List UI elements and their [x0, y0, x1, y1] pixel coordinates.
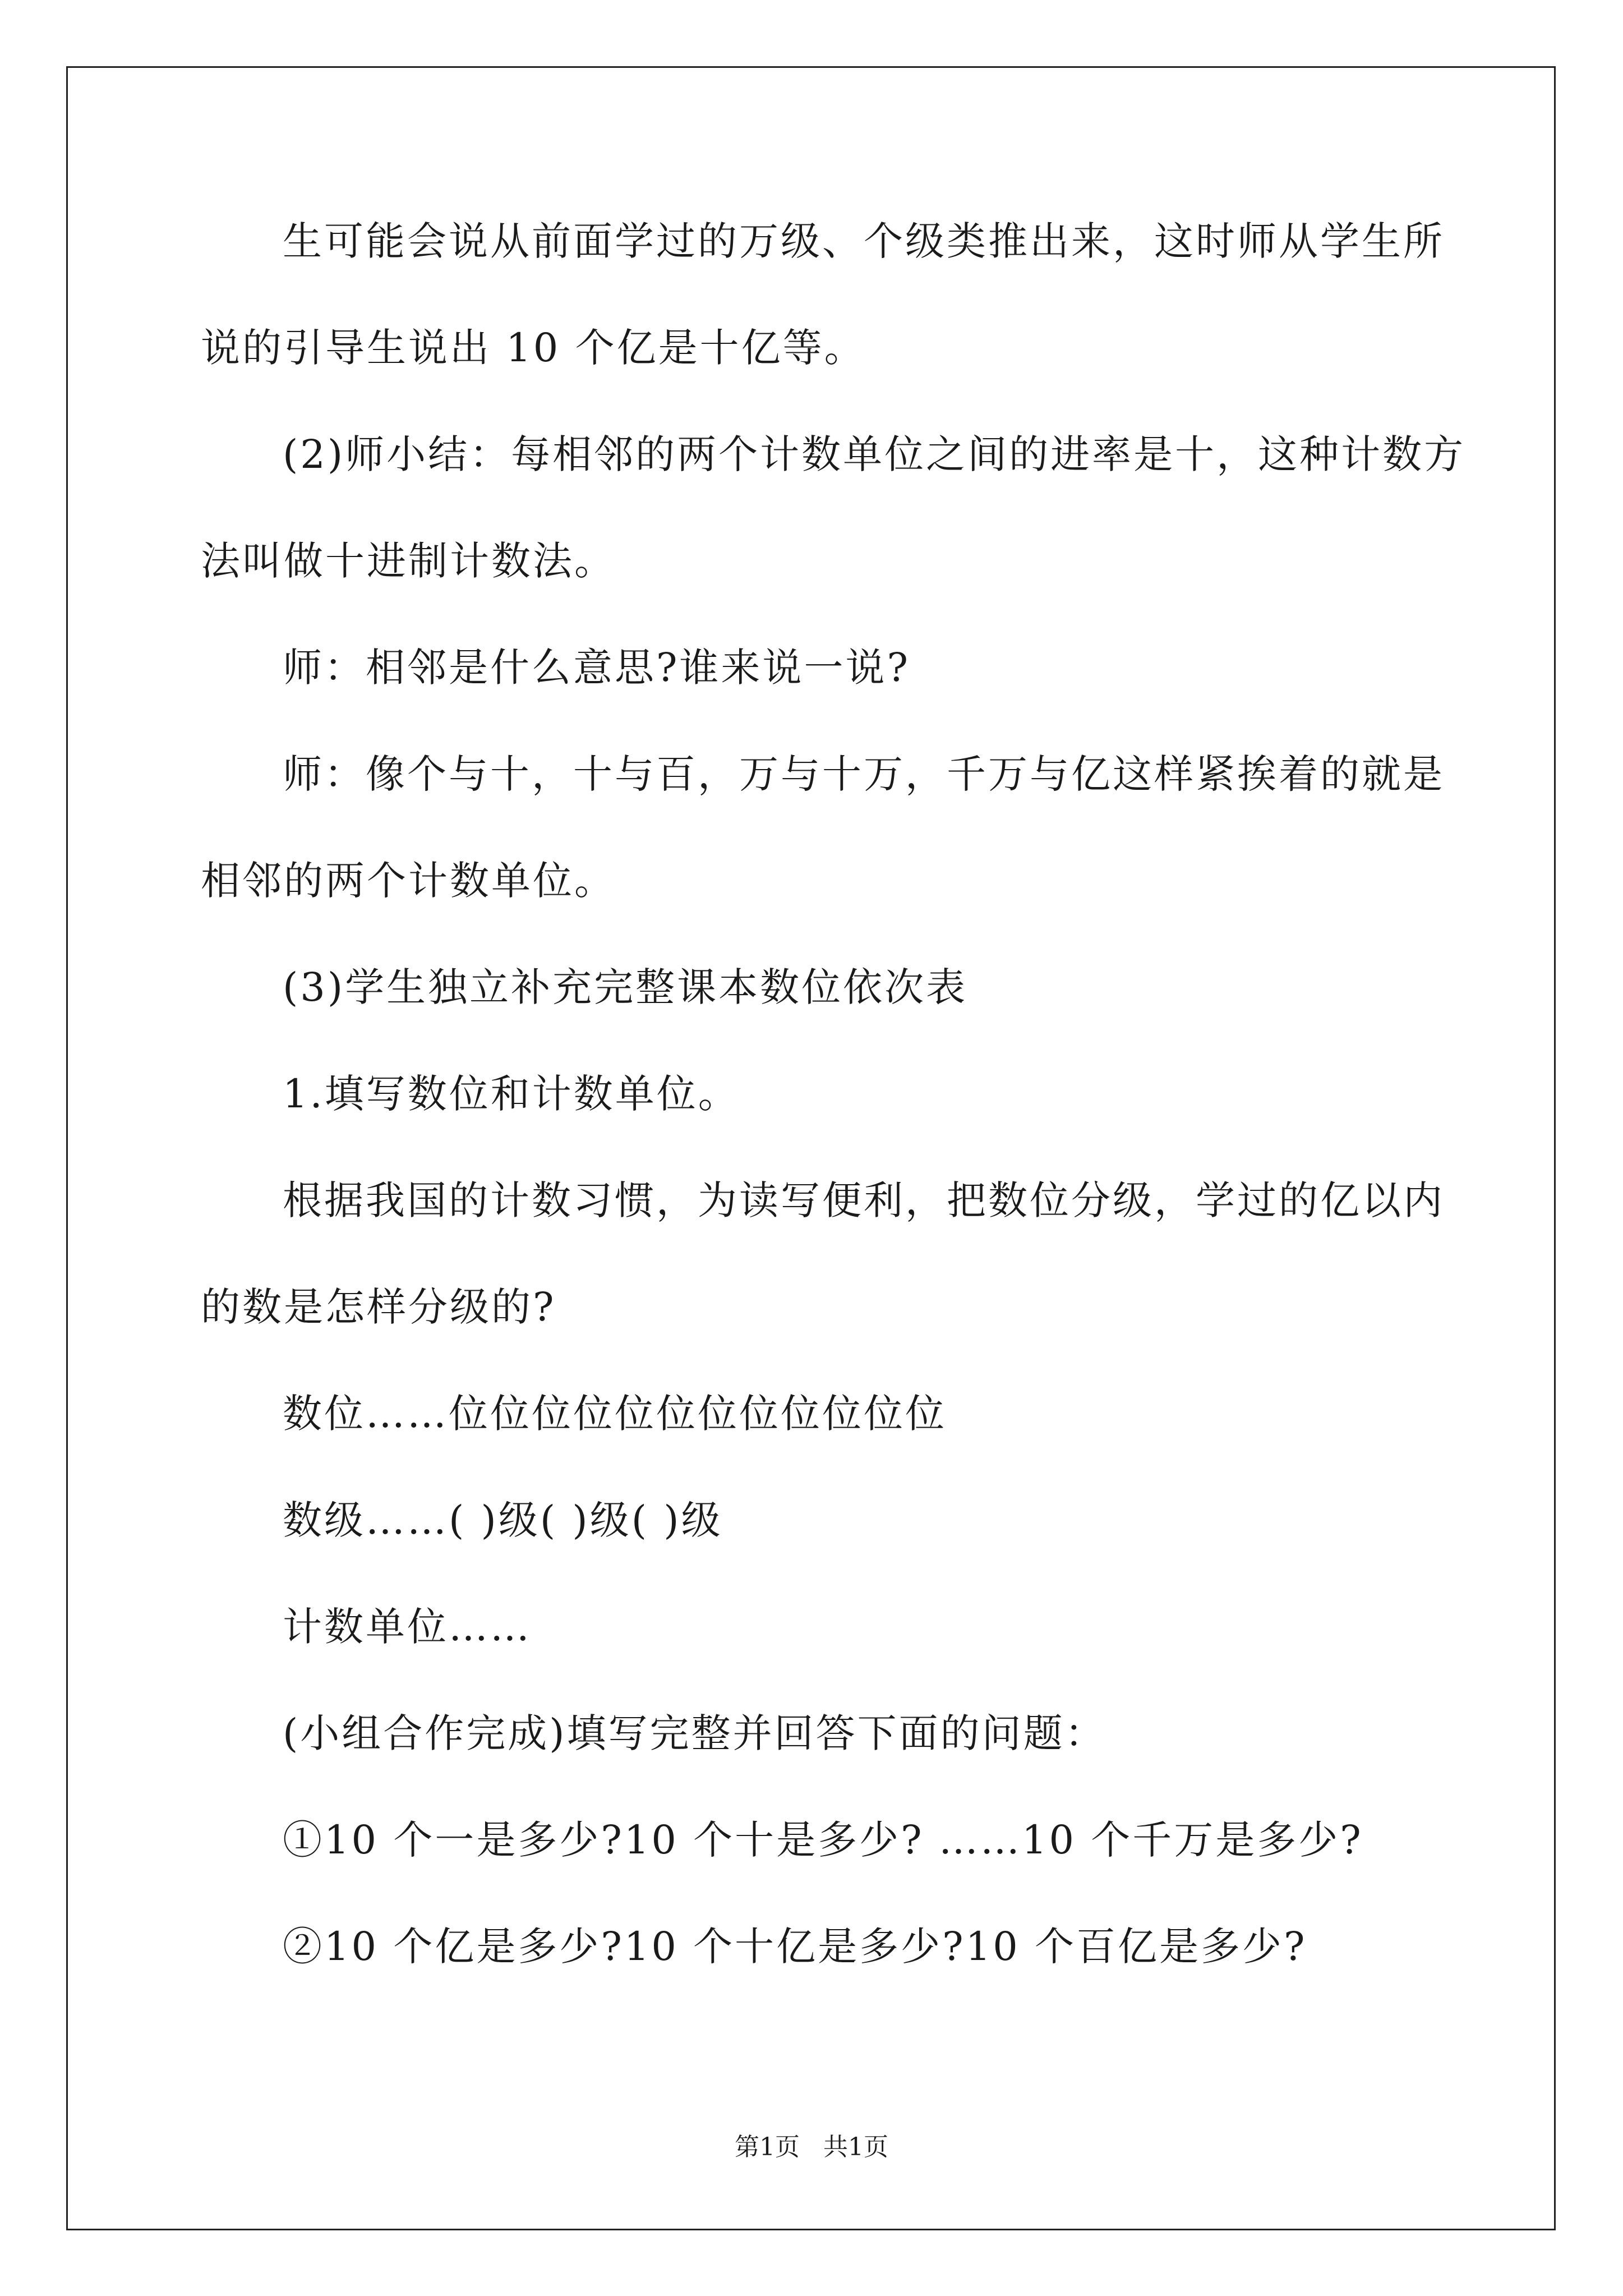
paragraph-line: 的数是怎样分级的? — [201, 1284, 556, 1330]
paragraph-line: 法叫做十进制计数法。 — [201, 538, 616, 584]
paragraph-line: 相邻的两个计数单位。 — [201, 858, 616, 904]
paragraph-line: 师：相邻是什么意思?谁来说一说? — [283, 645, 911, 691]
paragraph-line: ②10 个亿是多少?10 个十亿是多少?10 个百亿是多少? — [283, 1924, 1307, 1970]
paragraph-line: 生可能会说从前面学过的万级、个级类推出来，这时师从学生所 — [283, 218, 1445, 264]
paragraph-line: (小组合作完成)填写完整并回答下面的问题： — [283, 1710, 1106, 1756]
paragraph-line: ①10 个一是多少?10 个十是多少? ……10 个千万是多少? — [283, 1817, 1363, 1863]
paragraph-line: 1.填写数位和计数单位。 — [283, 1071, 740, 1117]
paragraph-line: 计数单位…… — [283, 1604, 532, 1650]
paragraph-line: 师：像个与十，十与百，万与十万，千万与亿这样紧挨着的就是 — [283, 751, 1445, 797]
paragraph-line: 数级……( )级( )级( )级 — [283, 1497, 723, 1543]
paragraph-line: 说的引导生说出 10 个亿是十亿等。 — [201, 325, 866, 371]
paragraph-line: (3)学生独立补充完整课本数位依次表 — [283, 964, 968, 1010]
paragraph-line: (2)师小结：每相邻的两个计数单位之间的进率是十，这种计数方 — [283, 431, 1466, 477]
paragraph-line: 数位……位位位位位位位位位位位位 — [283, 1391, 947, 1437]
paragraph-line: 根据我国的计数习惯，为读写便利，把数位分级，学过的亿以内 — [283, 1177, 1445, 1223]
page-number-footer: 第1页 共1页 — [735, 2133, 888, 2161]
page-border — [66, 66, 1556, 2230]
